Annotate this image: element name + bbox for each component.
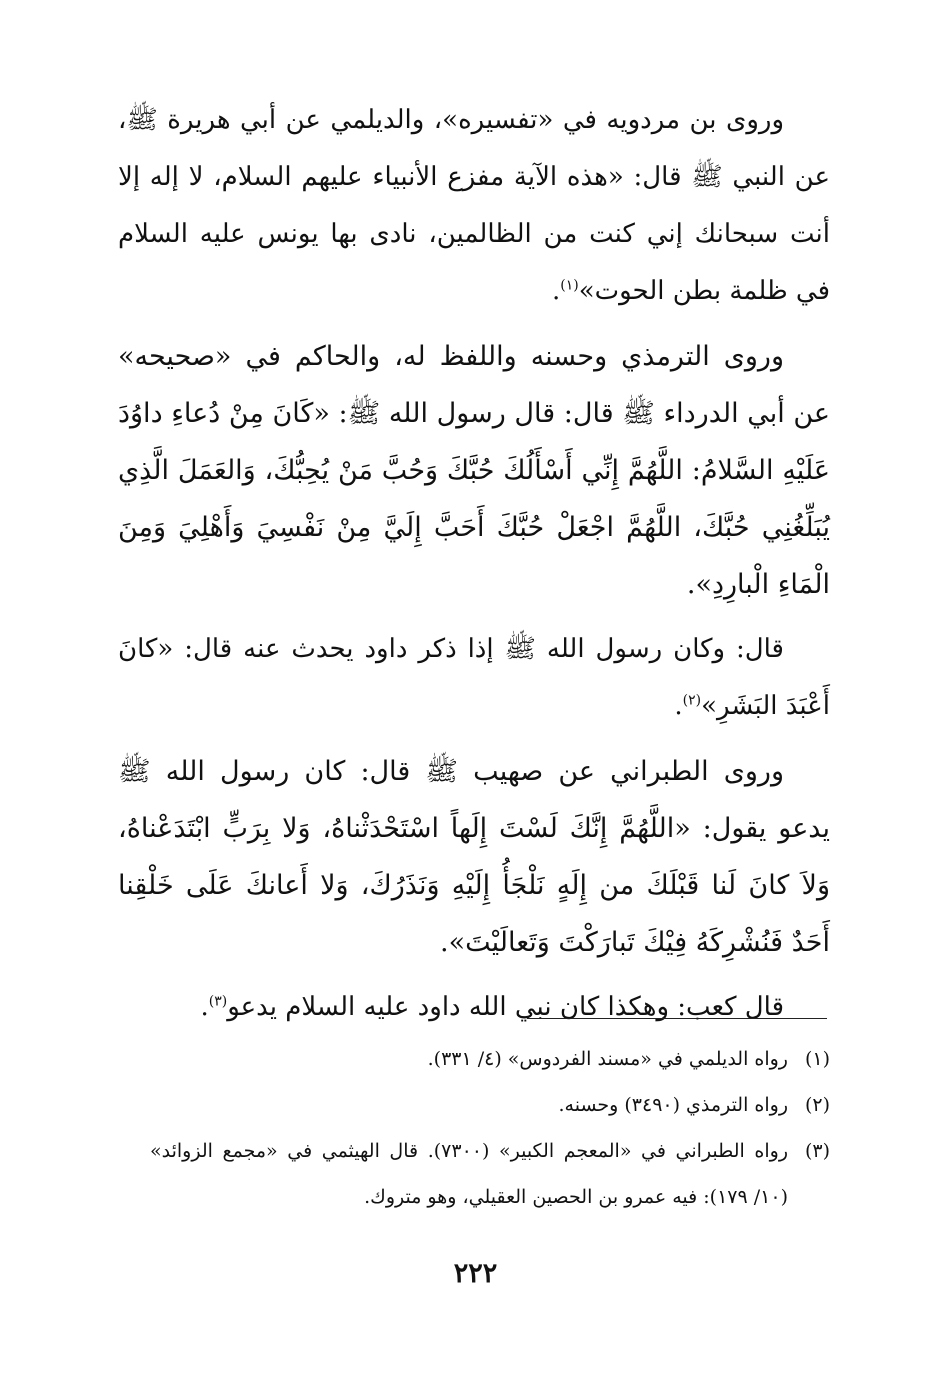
paragraph-tail: .: [674, 691, 683, 721]
page-number: ٢٢٢: [453, 1258, 498, 1289]
footnote-text: رواه الترمذي (٣٤٩٠) وحسنه.: [558, 1094, 788, 1116]
paragraph-tail: .: [552, 276, 561, 306]
footnote-text: رواه الديلمي في «مسند الفردوس» (٤/ ٣٣١).: [427, 1048, 788, 1070]
paragraph-tail: .: [440, 927, 449, 958]
paragraph-kaab: [118, 979, 830, 1036]
footnote-1: [150, 1036, 830, 1082]
paragraph-text: قال: وكان رسول الله ﷺ إذا ذكر داود يحدث عنه قال: «كانَ أَعْبَدَ البَشَرِ»: [118, 634, 830, 721]
footnote-divider: [527, 1018, 827, 1019]
paragraph-text: وروى الترمذي وحسنه واللفظ له، والحاكم في «صحيحه» عن أبي الدرداء ﷺ قال: قال رسول الله ﷺ: «كَانَ مِنْ دُعاءِ داوُدَ عَلَيْهِ السَّلامُ: اللَّهُمَّ إِنِّي أَسْأَلُكَ حُبَّكَ وَحُبَّ مَنْ يُحِبُّكَ، وَالعَمَلَ الَّذِي يُبَلِّغُنِي حُبَّكَ، اللَّهُمَّ اجْعَلْ حُبَّكَ أَحَبَّ إِلَيَّ مِنْ نَفْسِيَ وَأَهْلِيَ وَمِنَ الْمَاءِ الْبارِدِ»: [118, 341, 830, 600]
footnote-2: [150, 1082, 830, 1128]
footnotes: [150, 1036, 830, 1220]
paragraph-tabarani-suhayb: [118, 743, 830, 971]
paragraph-tirmidhi-dua: [118, 328, 830, 613]
footnote-text: رواه الطبراني في «المعجم الكبير» (٧٣٠٠). قال الهيثمي في «مجمع الزوائد» (١٠/ ١٧٩): فيه عمرو بن الحصين العقيلي، وهو متروك.: [150, 1140, 788, 1208]
footnote-3: [150, 1128, 830, 1220]
paragraph-ibn-mardawayh: [118, 92, 830, 320]
footnote-number: (٢): [804, 1094, 830, 1116]
footnote-ref-1[interactable]: (١): [560, 277, 579, 294]
paragraph-text: قال كعب: وهكذا كان نبي الله داود عليه السلام يدعو: [227, 992, 784, 1022]
footnote-number: (٣): [804, 1140, 830, 1162]
paragraph-text: وروى الطبراني عن صهيب ﷺ قال: كان رسول الله ﷺ يدعو يقول: «اللَّهُمَّ إِنَّكَ لَسْتَ إِلَهاً اسْتَحْدَثْناهُ، وَلا بِرَبٍّ ابْتَدَعْناهُ، وَلاَ كانَ لَنا قَبْلَكَ من إِلَهٍ نَلْجَأُ إِلَيْهِ وَنَذَرُكَ، وَلا أَعانكَ عَلَى خَلْقِنا أَحَدٌ فَنُشْرِكَهُ فِيْكَ تَبارَكْتَ وَتَعالَيْتَ»: [118, 756, 830, 958]
paragraph-dawud-worship: [118, 621, 830, 735]
paragraph-tail: .: [686, 569, 696, 600]
footnote-ref-3[interactable]: (٣): [208, 993, 228, 1010]
paragraph-tail: .: [200, 992, 209, 1022]
footnote-number: (١): [804, 1048, 830, 1070]
paragraph-text: وروى بن مردويه في «تفسيره»، والديلمي عن أبي هريرة ﷺ، عن النبي ﷺ قال: «هذه الآية مفزع الأنبياء عليهم السلام، لا إله إلا أنت سبحانك إني كنت من الظالمين، نادى بها يونس عليه السلام في ظلمة بطن الحوت»: [118, 105, 830, 306]
footnote-ref-2[interactable]: (٢): [682, 692, 702, 709]
main-text: [118, 92, 830, 1044]
